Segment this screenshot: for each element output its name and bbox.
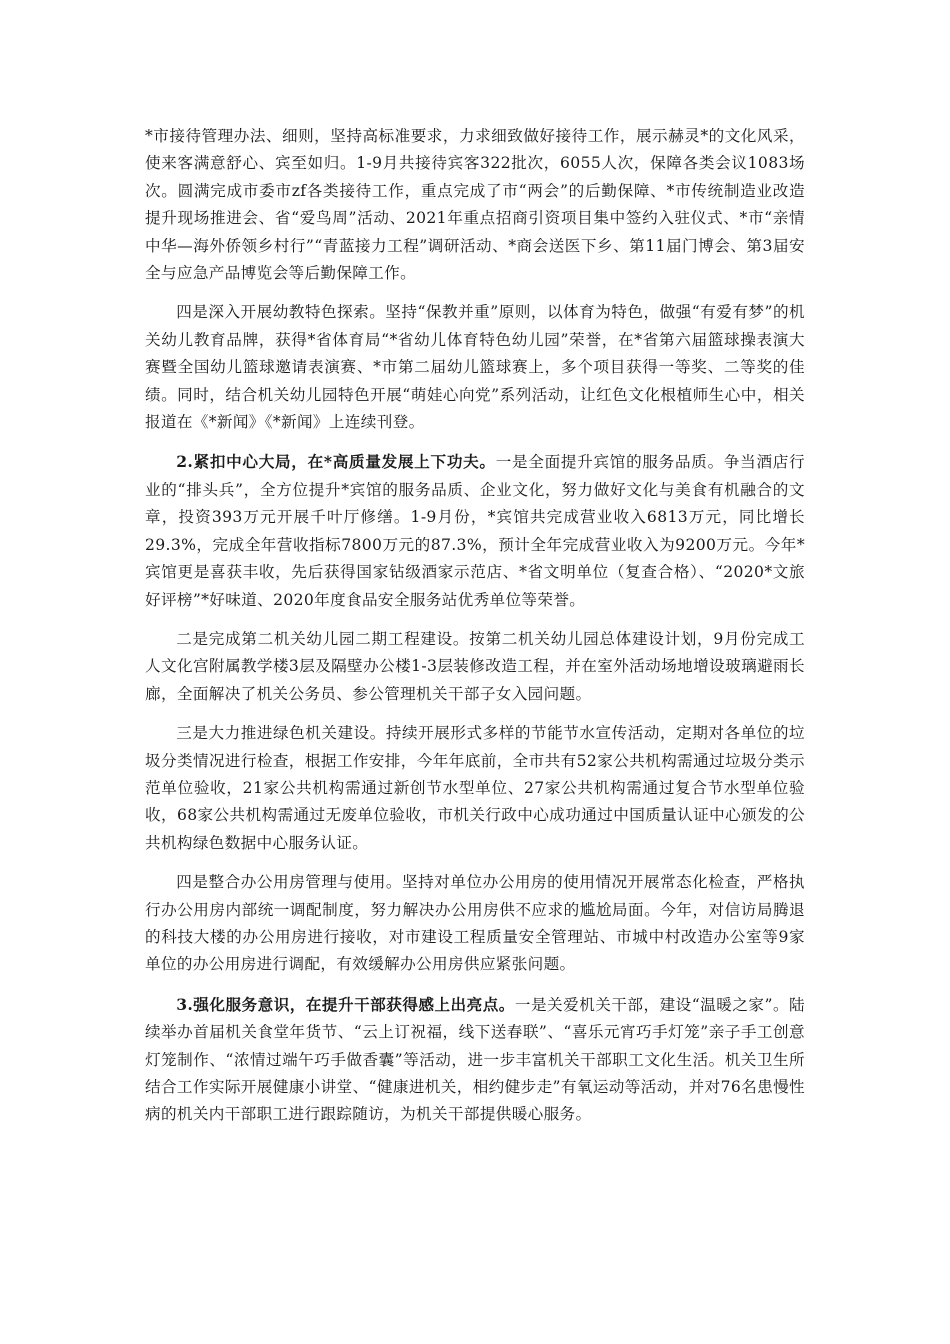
paragraph-reception-continued <box>145 123 805 287</box>
paragraph-section-2 <box>145 448 805 613</box>
section-heading: 3.强化服务意识，在提升干部获得感上出亮点。 <box>176 994 515 1014</box>
paragraph-section-3 <box>145 991 805 1129</box>
paragraph-kindergarten-feature <box>145 299 805 436</box>
paragraph-body: 二是完成第二机关幼儿园二期工程建设。按第二机关幼儿园总体建设计划，9月份完成工人文化宫附属教学楼3层及隔壁办公楼1-3层装修改造工程，并在室外活动场地增设玻璃避雨长廊，全面解决了机关公务员、参公管理机关干部子女入园问题。 <box>145 629 805 703</box>
paragraph-second-kindergarten <box>145 626 805 708</box>
paragraph-body: 三是大力推进绿色机关建设。持续开展形式多样的节能节水宣传活动，定期对各单位的垃圾分类情况进行检查，根据工作安排，今年年底前，全市共有52家公共机构需通过垃圾分类示范单位验收，21家公共机构需通过新创节水型单位、27家公共机构需通过复合节水型单位验收，68家公共机构需通过无废单位验收，市机关行政中心成功通过中国质量认证中心颁发的公共机构绿色数据中心服务认证。 <box>145 724 805 852</box>
paragraph-body: 四是深入开展幼教特色探索。坚持“保教并重”原则，以体育为特色，做强“有爱有梦”的机关幼儿教育品牌，获得*省体育局“*省幼儿体育特色幼儿园”荣誉，在*省第六届篮球操表演大赛暨全国幼儿篮球邀请表演赛、*市第二届幼儿篮球赛上，多个项目获得一等奖、二等奖的佳绩。同时，结合机关幼儿园特色开展“萌娃心向党”系列活动，让红色文化根植师生心中，相关报道在《*新闻》《*新闻》上连续刊登。 <box>145 303 805 432</box>
paragraph-office-space <box>145 869 805 979</box>
document-page <box>145 123 805 1141</box>
paragraph-body: 一是关爱机关干部，建设“温暖之家”。陆续举办首届机关食堂年货节、“云上订祝福，线下送春联”、“喜乐元宵巧手灯笼”亲子手工创意灯笼制作、“浓情过端午巧手做香囊”等活动，进一步丰富机关干部职工文化生活。机关卫生所结合工作实际开展健康小讲堂、“健康进机关，相约健步走”有氧运动等活动，并对76名患慢性病的机关内干部职工进行跟踪随访，为机关干部提供暖心服务。 <box>145 995 805 1124</box>
paragraph-green-office <box>145 720 805 857</box>
paragraph-body: *市接待管理办法、细则，坚持高标准要求，力求细致做好接待工作，展示赫灵*的文化风采，使来客满意舒心、宾至如归。1-9月共接待宾客322批次，6055人次，保障各类会议1083场次。圆满完成市委市zf各类接待工作，重点完成了市“两会”的后勤保障、*市传统制造业改造提升现场推进会、省“爱鸟周”活动、2021年重点招商引资项目集中签约入驻仪式、*市“亲情中华—海外侨领乡村行”“青蓝接力工程”调研活动、*商会送医下乡、第11届门博会、第3届安全与应急产品博览会等后勤保障工作。 <box>145 127 805 283</box>
section-heading: 2.紧扣中心大局，在*高质量发展上下功夫。 <box>176 452 496 472</box>
paragraph-body: 四是整合办公用房管理与使用。坚持对单位办公用房的使用情况开展常态化检查，严格执行办公用房内部统一调配制度，努力解决办公用房供不应求的尴尬局面。今年，对信访局腾退的科技大楼的办公用房进行接收，对市建设工程质量安全管理站、市城中村改造办公室等9家单位的办公用房进行调配，有效缓解办公用房供应紧张问题。 <box>145 873 805 974</box>
paragraph-body: 一是全面提升宾馆的服务品质。争当酒店行业的“排头兵”，全方位提升*宾馆的服务品质、企业文化，努力做好文化与美食有机融合的文章，投资393万元开展千叶厅修缮。1-9月份，*宾馆共完成营业收入6813万元，同比增长29.3%，完成全年营收指标7800万元的87.3%，预计全年完成营业收入为9200万元。今年*宾馆更是喜获丰收，先后获得国家钻级酒家示范店、*省文明单位（复查合格）、“2020*文旅好评榜”*好味道、2020年度食品安全服务站优秀单位等荣誉。 <box>145 453 805 609</box>
